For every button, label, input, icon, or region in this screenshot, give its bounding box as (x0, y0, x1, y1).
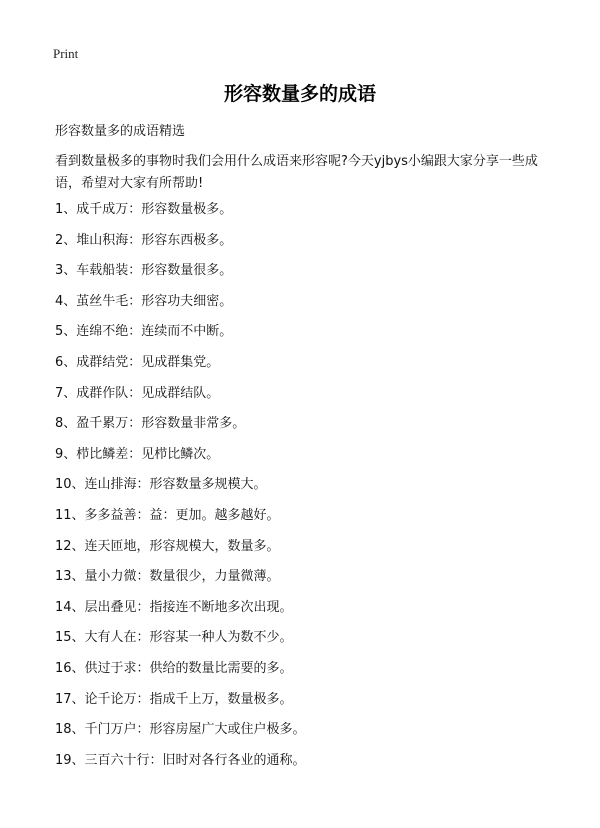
intro-paragraph: 看到数量极多的事物时我们会用什么成语来形容呢?今天yjbys小编跟大家分享一些成语，希望对大家有所帮助! (55, 154, 538, 191)
list-item: 18、千门万户：形容房屋广大或住户极多。 (55, 722, 306, 738)
list-item: 7、成群作队：见成群结队。 (55, 385, 220, 401)
list-item: 6、成群结党：见成群集党。 (55, 354, 220, 370)
list-item: 10、连山排海：形容数量多规模大。 (55, 477, 267, 493)
list-item: 1、成千成万：形容数量极多。 (55, 202, 233, 217)
list-item: 4、茧丝牛毛：形容功夫细密。 (55, 293, 233, 309)
list-item: 2、堆山积海：形容东西极多。 (55, 232, 233, 248)
idiom-list (55, 199, 306, 780)
list-item: 9、栉比鳞差：见栉比鳞次。 (55, 446, 220, 462)
list-item: 17、论千论万：指成千上万，数量极多。 (55, 691, 293, 707)
list-item: 8、盈千累万：形容数量非常多。 (55, 416, 246, 432)
list-item: 14、层出叠见：指接连不断地多次出现。 (55, 599, 293, 615)
list-item: 12、连天匝地，形容规模大，数量多。 (55, 538, 280, 554)
list-item: 16、供过于求：供给的数量比需要的多。 (55, 660, 293, 676)
list-item: 13、量小力微：数量很少，力量微薄。 (55, 569, 280, 585)
list-item: 3、车载船装：形容数量很多。 (55, 263, 233, 279)
page-title: 形容数量多的成语 (223, 83, 376, 105)
list-item: 5、连绵不绝：连续而不中断。 (55, 324, 233, 340)
article-subtitle: 形容数量多的成语精选 (55, 124, 186, 139)
list-item: 19、三百六十行：旧时对各行各业的通称。 (55, 752, 306, 768)
list-item: 11、多多益善：益：更加。越多越好。 (55, 507, 280, 523)
list-item: 15、大有人在：形容某一种人为数不少。 (55, 630, 293, 646)
print-label: Print (53, 46, 79, 61)
